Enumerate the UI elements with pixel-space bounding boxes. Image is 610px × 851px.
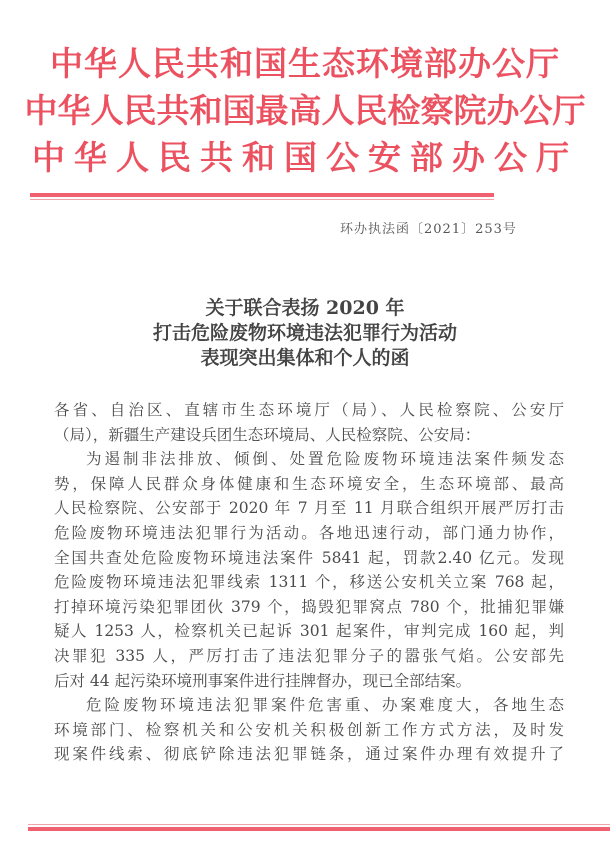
paragraph-line: 现案件线索、彻底铲除违法犯罪链条，通过案件办理有效提升了 [54, 745, 564, 764]
red-divider-bottom-thin [28, 824, 610, 825]
paragraph-line: 决罪犯 335 人，严厉打击了违法犯罪分子的嚣张气焰。公安部先 [54, 646, 564, 665]
paragraph-line: 打掉环境污染犯罪团伙 379 个，捣毁犯罪窝点 780 个，批捕犯罪嫌 [54, 597, 564, 616]
paragraph-line: 势，保障人民群众身体健康和生态环境安全，生态环境部、最高 [54, 474, 564, 493]
issuer-header-public-security: 中华人民共和国公安部办公厅 [32, 138, 578, 177]
red-divider-top-thin [30, 199, 494, 200]
addressee-line: 各省、自治区、直辖市生态环境厅（局）、人民检察院、公安厅 [54, 401, 564, 419]
issuer-header-procuratorate: 中华人民共和国最高人民检察院办公厅 [24, 91, 586, 130]
red-divider-bottom-thick [28, 827, 610, 831]
paragraph-line: 后对 44 起污染环境刑事案件进行挂牌督办，现已全部结案。 [54, 671, 472, 690]
document-number: 环办执法函〔2021〕253号 [340, 222, 517, 237]
paragraph-line: 全国共查处危险废物环境违法案件 5841 起，罚款2.40 亿元。发现 [54, 548, 564, 567]
document-title-line-1: 关于联合表扬 2020 年 [205, 297, 405, 319]
document-title-line-3: 表现突出集体和个人的函 [200, 347, 410, 369]
paragraph-line: 人民检察院、公安部于 2020 年 7 月至 11 月联合组织开展严厉打击 [54, 499, 564, 518]
paragraph-line: 疑人 1253 人，检察机关已起诉 301 起案件，审判完成 160 起，判 [54, 622, 564, 641]
paragraph-line: 危险废物环境违法犯罪行为活动。各地迅速行动，部门通力协作， [54, 523, 564, 542]
document-title-line-2: 打击危险废物环境违法犯罪行为活动 [152, 322, 457, 344]
paragraph-line: 为遏制非法排放、倾倒、处置危险废物环境违法案件频发态 [86, 450, 564, 469]
paragraph-line: 危险废物环境违法犯罪案件危害重、办案难度大，各地生态 [86, 696, 564, 715]
document-body [54, 398, 564, 767]
red-divider-top-thick [30, 193, 494, 197]
addressee-line: （局），新疆生产建设兵团生态环境局、人民检察院、公安局： [54, 425, 481, 444]
issuer-header-ministry-ecology: 中华人民共和国生态环境部办公厅 [50, 44, 560, 83]
paragraph-line: 危险废物环境违法犯罪线索 1311 个，移送公安机关立案 768 起， [54, 573, 564, 592]
paragraph-line: 环境部门、检察机关和公安机关积极创新工作方式方法，及时发 [54, 720, 564, 739]
